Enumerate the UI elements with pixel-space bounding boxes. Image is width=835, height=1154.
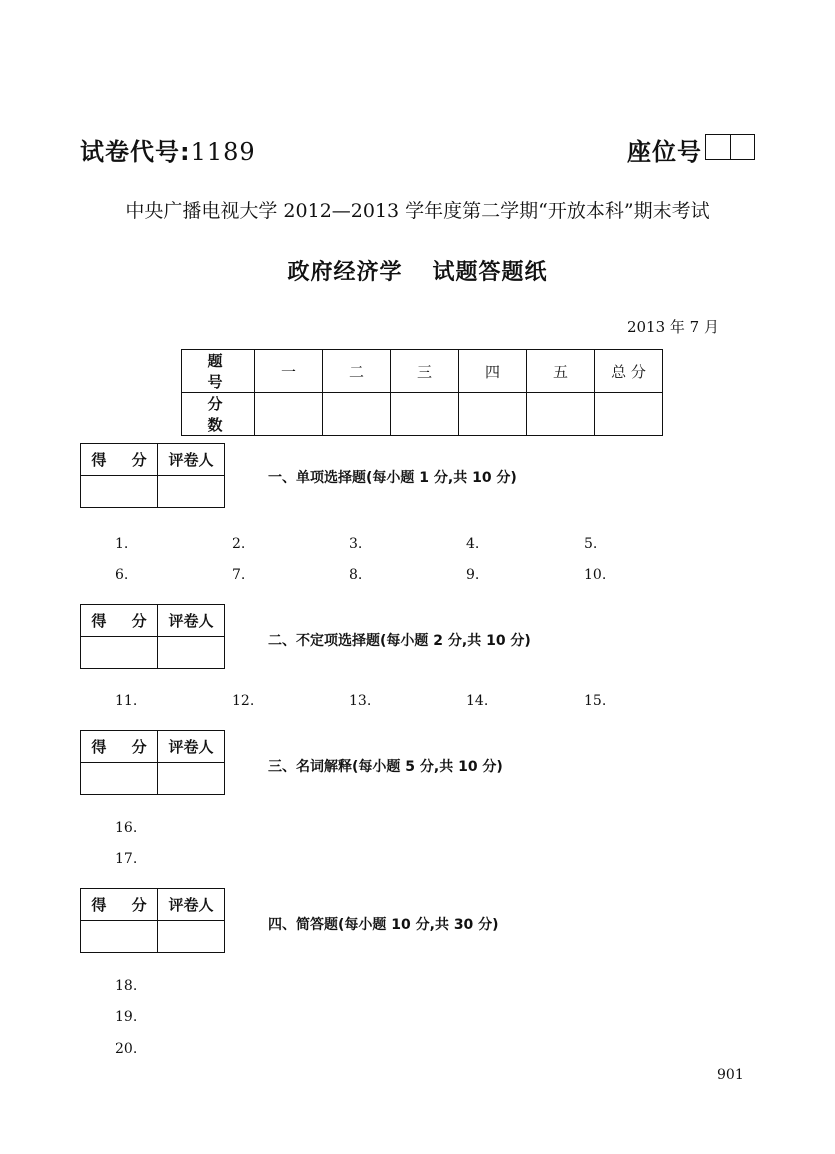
question-number: 15.: [584, 693, 607, 709]
table-row: [81, 921, 225, 953]
score-cell[interactable]: [459, 393, 527, 436]
table-row: [81, 731, 225, 763]
question-number: 11.: [115, 693, 138, 709]
grader-box: [80, 730, 225, 795]
question-number: 12.: [232, 693, 255, 709]
section-title: 一、单项选择题(每小题 1 分,共 10 分): [268, 470, 517, 486]
question-number: 18.: [115, 978, 138, 994]
grader-cell[interactable]: [158, 921, 225, 953]
table-row: [81, 889, 225, 921]
question-number: 1.: [115, 536, 129, 552]
score-cell[interactable]: [323, 393, 391, 436]
table-row: [81, 763, 225, 795]
seat-number-label: 座位号: [627, 138, 702, 166]
exam-code: [80, 132, 256, 167]
score-table: [181, 349, 663, 436]
score-cell[interactable]: [255, 393, 323, 436]
score-cell[interactable]: [81, 763, 158, 795]
question-number: 7.: [232, 567, 246, 583]
grader-box: [80, 888, 225, 953]
column-header: 三: [391, 350, 459, 393]
question-number: 10.: [584, 567, 607, 583]
seat-box[interactable]: [706, 135, 731, 159]
score-cell[interactable]: [595, 393, 663, 436]
table-row: [81, 476, 225, 508]
score-cell[interactable]: [81, 476, 158, 508]
question-number: 17.: [115, 851, 138, 867]
page-title: [0, 255, 835, 286]
column-header: 总 分: [595, 350, 663, 393]
question-number: 9.: [466, 567, 480, 583]
section-title: 二、不定项选择题(每小题 2 分,共 10 分): [268, 633, 531, 649]
question-number: 20.: [115, 1041, 138, 1057]
question-number: 5.: [584, 536, 598, 552]
question-number: 3.: [349, 536, 363, 552]
column-header: 一: [255, 350, 323, 393]
table-row: [182, 350, 663, 393]
question-number: 16.: [115, 820, 138, 836]
exam-code-label: 试卷代号:: [80, 138, 191, 166]
exam-subtitle: 中央广播电视大学 2012—2013 学年度第二学期“开放本科”期末考试: [125, 200, 710, 222]
table-row: [81, 605, 225, 637]
question-number-header: 题 号: [182, 350, 255, 393]
score-label: 得 分: [81, 731, 158, 763]
question-number: 19.: [115, 1009, 138, 1025]
question-number: 2.: [232, 536, 246, 552]
score-label: 得 分: [81, 605, 158, 637]
section-title: 三、名词解释(每小题 5 分,共 10 分): [268, 759, 503, 775]
table-row: [81, 637, 225, 669]
grader-box: [80, 604, 225, 669]
course-name: 政府经济学: [287, 260, 403, 285]
question-number: 14.: [466, 693, 489, 709]
seat-number-boxes[interactable]: [705, 134, 755, 160]
sheet-name: 试题答题纸: [432, 260, 548, 285]
seat-box[interactable]: [731, 135, 755, 159]
table-row: [81, 444, 225, 476]
table-row: [182, 393, 663, 436]
grader-box: [80, 443, 225, 508]
grader-cell[interactable]: [158, 476, 225, 508]
question-number: 6.: [115, 567, 129, 583]
section-title: 四、简答题(每小题 10 分,共 30 分): [268, 917, 499, 933]
exam-code-value: 1189: [190, 138, 256, 166]
score-cell[interactable]: [527, 393, 595, 436]
grader-cell[interactable]: [158, 637, 225, 669]
question-number: 4.: [466, 536, 480, 552]
grader-label: 评卷人: [158, 731, 225, 763]
score-row-header: 分 数: [182, 393, 255, 436]
score-cell[interactable]: [391, 393, 459, 436]
column-header: 五: [527, 350, 595, 393]
grader-label: 评卷人: [158, 605, 225, 637]
grader-label: 评卷人: [158, 889, 225, 921]
question-number: 8.: [349, 567, 363, 583]
score-cell[interactable]: [81, 921, 158, 953]
column-header: 四: [459, 350, 527, 393]
exam-date: 2013 年 7 月: [626, 318, 719, 336]
question-number: 13.: [349, 693, 372, 709]
column-header: 二: [323, 350, 391, 393]
grader-label: 评卷人: [158, 444, 225, 476]
score-label: 得 分: [81, 444, 158, 476]
page-number: 901: [717, 1067, 744, 1083]
score-label: 得 分: [81, 889, 158, 921]
score-cell[interactable]: [81, 637, 158, 669]
grader-cell[interactable]: [158, 763, 225, 795]
